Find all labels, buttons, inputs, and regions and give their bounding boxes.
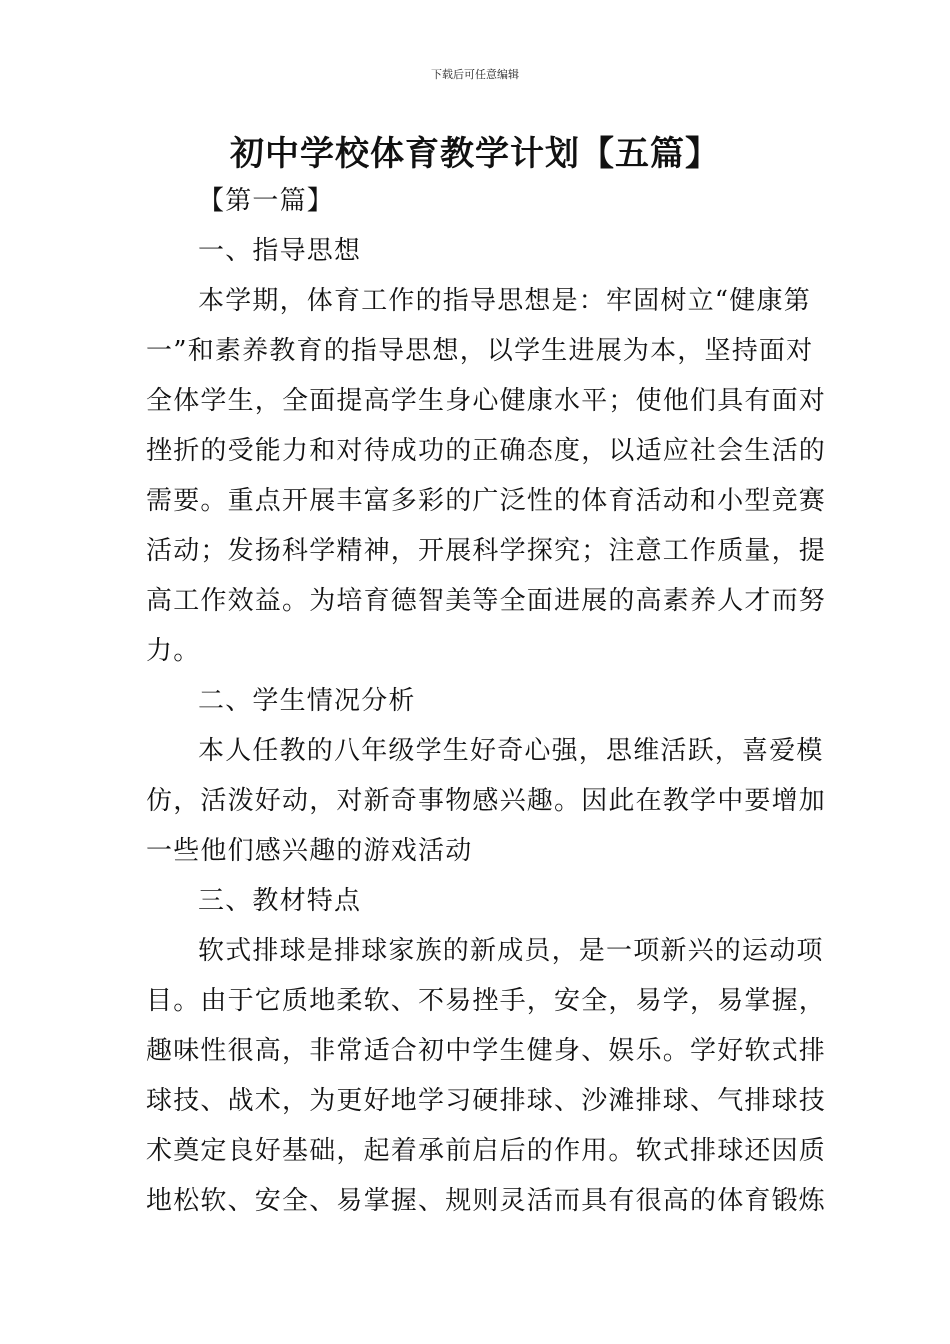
paragraph-line: 一”和素养教育的指导思想，以学生进展为本，坚持面对 <box>146 336 814 366</box>
paragraph-line: 挫折的受能力和对待成功的正确态度，以适应社会生活的 <box>146 436 827 466</box>
paragraph-line: 仿，活泼好动，对新奇事物感兴趣。因此在教学中要增加 <box>146 786 827 816</box>
section-heading: 二、学生情况分析 <box>198 686 416 716</box>
paragraph-line: 球技、战术，为更好地学习硬排球、沙滩排球、气排球技 <box>146 1086 827 1116</box>
paragraph-line: 力。 <box>146 636 201 666</box>
paragraph-line: 本人任教的八年级学生好奇心强，思维活跃，喜爱模 <box>198 736 824 766</box>
document-title: 初中学校体育教学计划【五篇】 <box>230 134 720 174</box>
section-heading: 【第一篇】 <box>198 186 335 216</box>
paragraph-line: 一些他们感兴趣的游戏活动 <box>146 836 473 866</box>
header-note: 下载后可任意编辑 <box>431 68 519 81</box>
section-heading: 三、教材特点 <box>198 886 362 916</box>
paragraph-line: 地松软、安全、易掌握、规则灵活而具有很高的体育锻炼 <box>146 1186 827 1216</box>
document-body <box>146 176 827 1226</box>
paragraph-line: 本学期，体育工作的指导思想是：牢固树立“健康第 <box>198 286 811 316</box>
paragraph-line: 全体学生，全面提高学生身心健康水平；使他们具有面对 <box>146 386 827 416</box>
paragraph-line: 目。由于它质地柔软、不易挫手，安全，易学，易掌握， <box>146 986 827 1016</box>
paragraph-line: 活动；发扬科学精神，开展科学探究；注意工作质量，提 <box>146 536 827 566</box>
section-heading: 一、指导思想 <box>198 236 362 266</box>
paragraph-line: 高工作效益。为培育德智美等全面进展的高素养人才而努 <box>146 586 827 616</box>
paragraph-line: 术奠定良好基础，起着承前启后的作用。软式排球还因质 <box>146 1136 827 1166</box>
paragraph-line: 趣味性很高，非常适合初中学生健身、娱乐。学好软式排 <box>146 1036 827 1066</box>
paragraph-line: 需要。重点开展丰富多彩的广泛性的体育活动和小型竞赛 <box>146 486 827 516</box>
paragraph-line: 软式排球是排球家族的新成员，是一项新兴的运动项 <box>198 936 824 966</box>
